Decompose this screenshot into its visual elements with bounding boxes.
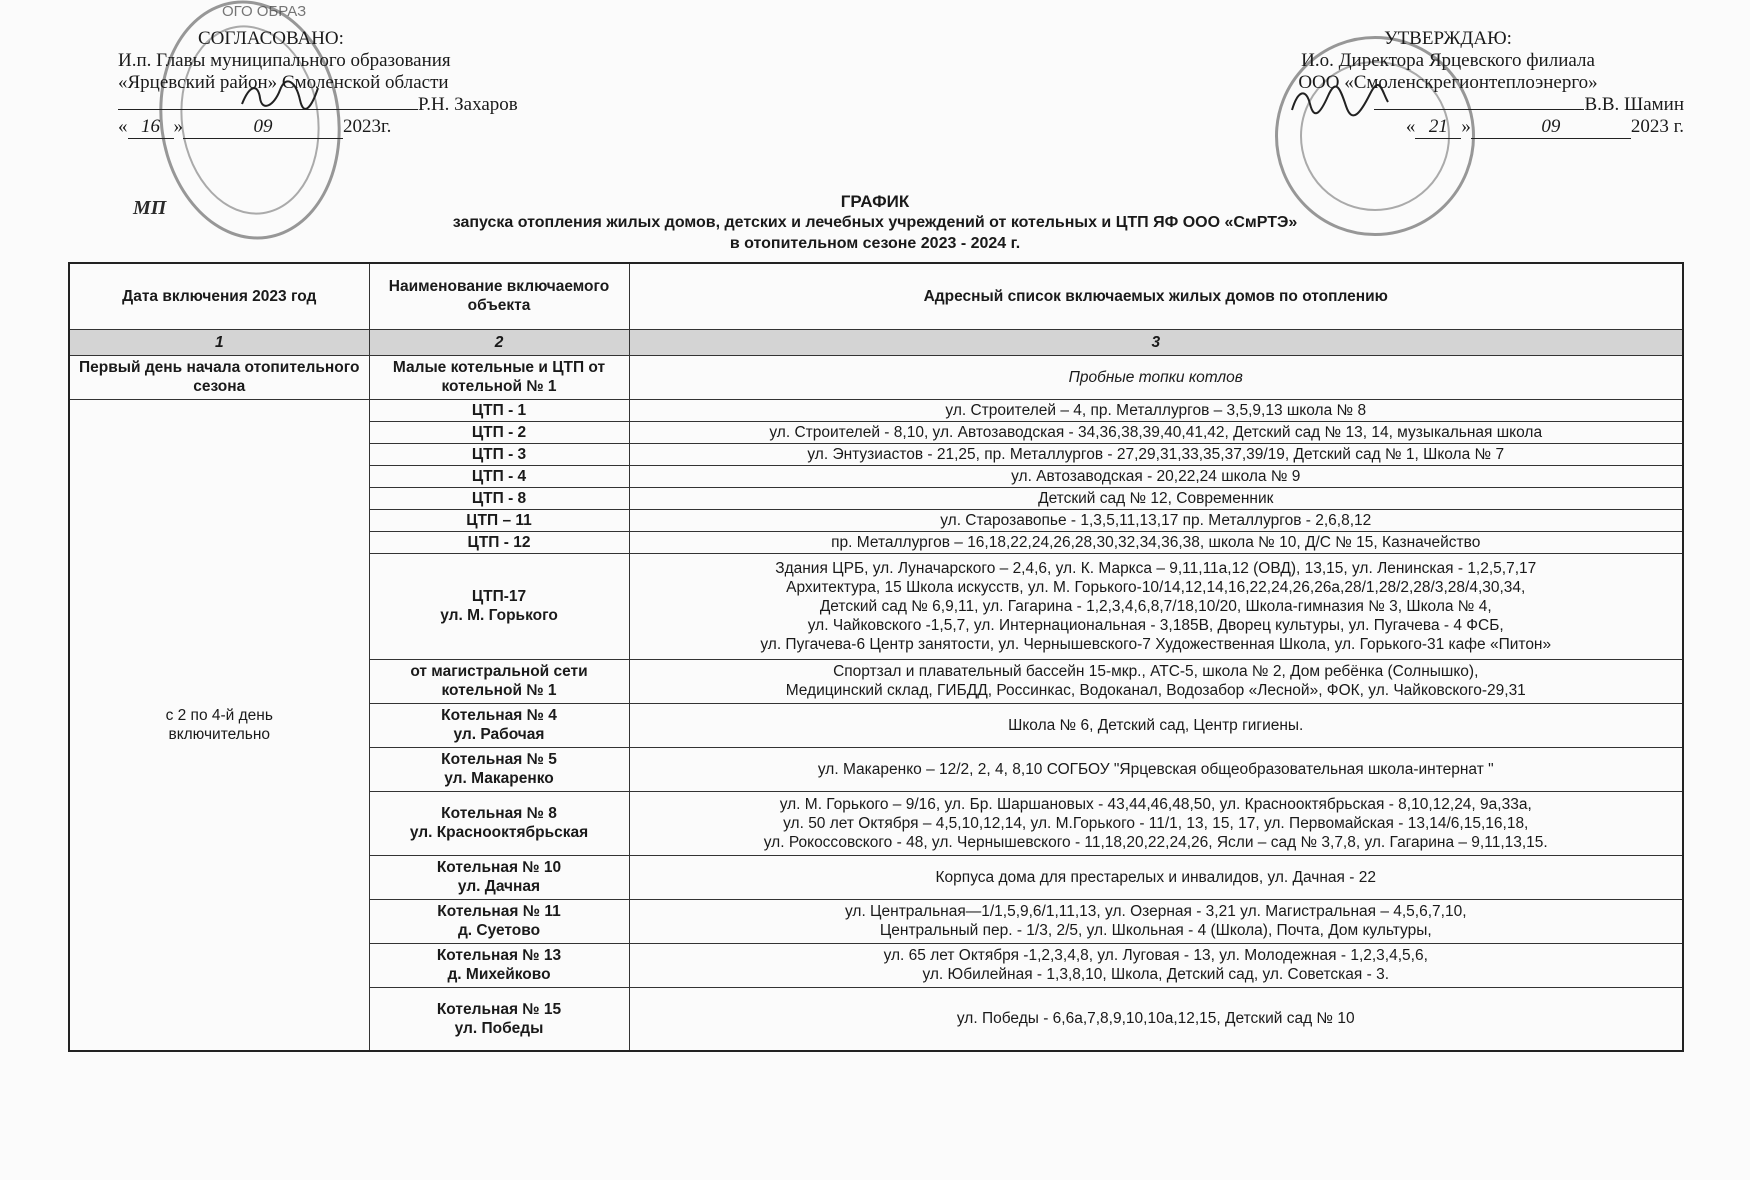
address-list: [629, 553, 1683, 659]
object-name: [369, 509, 629, 531]
object-name-line: Котельная № 13: [436, 947, 562, 964]
approval-right-date-year: 2023 г.: [1630, 116, 1684, 137]
approval-left-signatory-line: [118, 94, 588, 116]
address-line: ул. Центральная—1/1,5,9,6/1,11,13, ул. Озерная - 3,21 ул. Магистральная – 4,5,6,7,10,: [844, 903, 1467, 920]
approval-left-position-2: «Ярцевский район» Смоленской области: [118, 72, 449, 93]
address-list: [629, 899, 1683, 943]
address-line: ул. Макаренко – 12/2, 2, 4, 8,10 СОГБОУ "Ярцевская общеобразовательная школа-интернат ": [817, 760, 1494, 778]
approval-right-date-month: 09: [1471, 116, 1631, 139]
object-name-line: котельной № 1: [441, 682, 557, 699]
address-line: ул. Победы - 6,6а,7,8,9,10,10а,12,15, Детский сад № 10: [956, 1010, 1355, 1028]
column-number: 2: [369, 329, 629, 355]
address-list: [629, 855, 1683, 899]
address-line: ул. Юбилейная - 1,3,8,10, Школа, Детский сад, ул. Советская - 3.: [922, 966, 1390, 983]
object-name-line: Котельная № 15: [436, 1000, 562, 1018]
column-number: 1: [69, 329, 369, 355]
object-name: [369, 553, 629, 659]
address-list: [629, 443, 1683, 465]
address-line: ул. 50 лет Октября – 4,5,10,12,14, ул. М.Горького - 11/1, 13, 15, 17, ул. Первомайская - 13,14/6,15,16,18,: [783, 814, 1529, 832]
object-name-line: Котельная № 11: [437, 903, 561, 920]
address-line: Корпуса дома для престарелых и инвалидов, ул. Дачная - 22: [935, 868, 1376, 886]
object-name: [369, 443, 629, 465]
first-day-object: Малые котельные и ЦТП от котельной № 1: [369, 355, 629, 399]
object-name-line: ЦТП - 12: [467, 533, 531, 551]
object-name-line: д. Михейково: [447, 966, 551, 983]
address-list: [629, 791, 1683, 855]
approval-right-heading: УТВЕРЖДАЮ:: [1384, 28, 1512, 49]
address-line: пр. Металлургов – 16,18,22,24,26,28,30,32,34,36,38, школа № 10, Д/С № 15, Казначейство: [831, 533, 1481, 551]
address-list: [629, 703, 1683, 747]
approval-left-date-month: 09: [183, 116, 343, 139]
address-line: ул. Старозавопье - 1,3,5,11,13,17 пр. Металлургов - 2,6,8,12: [940, 511, 1372, 529]
address-line: ул. Строителей - 8,10, ул. Автозаводская - 34,36,38,39,40,41,42, Детский сад № 13, 14, музыкальная школа: [769, 423, 1543, 441]
object-name: [369, 943, 629, 987]
address-line: Архитектура, 15 Школа искусств, ул. М. Горького-10/14,12,14,16,22,24,26,26а,28/1,28/2,28/3,28/4,30,34,: [786, 578, 1526, 596]
object-name-line: ул. Макаренко: [444, 770, 554, 787]
address-line: Детский сад № 6,9,11, ул. Гагарина - 1,2,3,4,6,8,7/18,10/20, Школа-гимназия № 3, Школа № 4,: [819, 597, 1492, 615]
object-name: [369, 987, 629, 1051]
object-name-line: ул. Победы: [454, 1019, 544, 1037]
address-list: [629, 465, 1683, 487]
column-number-row: [69, 329, 1683, 355]
address-line: ул. Чайковского -1,5,7, ул. Интернациональная - 3,185В, Дворец культуры, ул. Пугачева - 4 ФСБ,: [807, 616, 1504, 634]
approval-left-date-year: 2023г.: [343, 116, 392, 137]
object-name-line: ЦТП - 2: [471, 423, 527, 441]
approval-right-date: « 21 » 09 2023 г.: [1405, 116, 1684, 137]
address-line: ул. Рокоссовского - 48, ул. Чернышевского - 11,18,20,22,24,26, Ясли – сад № 3,7,8, ул. Гагарина – 9,11,13,15.: [763, 833, 1548, 851]
address-list: [629, 509, 1683, 531]
approval-right-position-2: ООО «Смоленскрегионтеплоэнерго»: [1298, 72, 1598, 93]
object-name-line: ЦТП – 11: [466, 511, 532, 529]
table-row: [69, 399, 1683, 421]
object-name: [369, 747, 629, 791]
document-subtitle: запуска отопления жилых домов, детских и лечебных учреждений от котельных и ЦТП ЯФ ООО «СмРТЭ»: [452, 214, 1298, 231]
object-name-line: ЦТП - 3: [471, 445, 527, 463]
address-list: [629, 487, 1683, 509]
object-name-line: ул. Рабочая: [453, 726, 545, 743]
address-list: [629, 943, 1683, 987]
approval-right-signatory: В.В. Шамин: [1584, 94, 1684, 115]
first-day-addresses: Пробные топки котлов: [629, 355, 1683, 399]
address-line: Спортзал и плавательный бассейн 15-мкр., АТС-5, школа № 2, Дом ребёнка (Солнышко),: [833, 663, 1479, 680]
object-name-line: ул. М. Горького: [440, 607, 558, 624]
first-day-date: Первый день начала отопительного сезона: [69, 355, 369, 399]
object-name: [369, 791, 629, 855]
address-line: ул. Энтузиастов - 21,25, пр. Металлургов - 27,29,31,33,35,37,39/19, Детский сад № 1, Школа № 7: [807, 445, 1505, 463]
approval-right-signatory-line: [1208, 94, 1688, 116]
document-season: в отопительном сезоне 2023 - 2024 г.: [729, 235, 1021, 252]
object-name: [369, 399, 629, 421]
municipal-seal-text: ОГО ОБРАЗ: [222, 3, 307, 20]
address-list: [629, 531, 1683, 553]
address-line: Школа № 6, Детский сад, Центр гигиены.: [1008, 716, 1304, 734]
document-title: ГРАФИК: [840, 192, 910, 211]
address-list: [629, 747, 1683, 791]
approval-left-heading: СОГЛАСОВАНО:: [198, 28, 344, 49]
object-name-line: ЦТП - 8: [471, 489, 527, 507]
address-list: [629, 659, 1683, 703]
object-name-line: Котельная № 8: [441, 805, 557, 822]
object-name-line: ул. Краснооктябрьская: [409, 824, 589, 841]
approval-left-date: « 16 » 09 2023г.: [118, 116, 392, 137]
object-name: [369, 487, 629, 509]
approval-left-position-1: И.п. Главы муниципального образования: [118, 50, 451, 71]
object-name: [369, 421, 629, 443]
address-list: [629, 987, 1683, 1051]
address-line: ул. Строителей – 4, пр. Металлургов – 3,5,9,13 школа № 8: [945, 401, 1367, 419]
object-name-line: Котельная № 4: [441, 707, 557, 724]
object-name-line: д. Суетово: [457, 922, 541, 939]
address-line: Центральный пер. - 1/3, 2/5, ул. Школьная - 4 (Школа), Почта, Дом культуры,: [879, 922, 1432, 939]
object-name-line: Котельная № 10: [436, 859, 562, 876]
schedule-table: [68, 262, 1684, 1052]
object-name-line: ЦТП - 1: [471, 401, 527, 419]
address-line: ул. Автозаводская - 20,22,24 школа № 9: [1011, 467, 1301, 485]
object-name-line: Котельная № 5: [441, 751, 557, 768]
address-line: Медицинский склад, ГИБДД, Россинкас, Водоканал, Водозабор «Лесной», ФОК, ул. Чайковского-29,31: [785, 682, 1526, 699]
approval-left-date-day: 16: [128, 116, 174, 139]
table-header-row: [69, 263, 1683, 329]
approval-left-signatory: Р.Н. Захаров: [418, 94, 518, 115]
seal-mark: МП: [133, 197, 167, 219]
object-name: [369, 465, 629, 487]
object-name: [369, 531, 629, 553]
address-line: ул. 65 лет Октября -1,2,3,4,8, ул. Луговая - 13, ул. Молодежная - 1,2,3,4,5,6,: [883, 947, 1428, 964]
first-day-row: [69, 355, 1683, 399]
header-date: Дата включения 2023 год: [69, 263, 369, 329]
header-addresses: Адресный список включаемых жилых домов по отоплению: [629, 263, 1683, 329]
approval-right-block: [1208, 28, 1688, 139]
approval-right-date-day: 21: [1415, 116, 1461, 139]
schedule-table-wrapper: [68, 262, 1684, 1052]
object-name-line: от магистральной сети: [410, 663, 588, 680]
object-name-line: ЦТП - 4: [471, 467, 527, 485]
address-line: Детский сад № 12, Современник: [1038, 489, 1274, 507]
address-list: [629, 421, 1683, 443]
address-line: Здания ЦРБ, ул. Луначарского – 2,4,6, ул. К. Маркса – 9,11,11а,12 (ОВД), 13,15, ул. Ленинская - 1,2,5,7,17: [775, 559, 1537, 577]
column-number: 3: [629, 329, 1683, 355]
header-object: Наименование включаемого объекта: [369, 263, 629, 329]
address-line: ул. М. Горького – 9/16, ул. Бр. Шаршановых - 43,44,46,48,50, ул. Краснооктябрьская - 8,10,12,24, 9а,33а,: [779, 795, 1532, 813]
heating-start-period: с 2 по 4-й день включительно: [69, 399, 369, 1051]
object-name-line: ЦТП-17: [471, 588, 527, 605]
approval-left-block: [118, 28, 588, 139]
address-list: [629, 399, 1683, 421]
address-line: ул. Пугачева-6 Центр занятости, ул. Чернышевского-7 Художественная Школа, ул. Горького-31 кафе «Питон»: [760, 635, 1552, 653]
object-name: [369, 855, 629, 899]
approval-right-position-1: И.о. Директора Ярцевского филиала: [1301, 50, 1595, 71]
object-name: [369, 659, 629, 703]
object-name: [369, 899, 629, 943]
object-name: [369, 703, 629, 747]
object-name-line: ул. Дачная: [457, 878, 541, 895]
